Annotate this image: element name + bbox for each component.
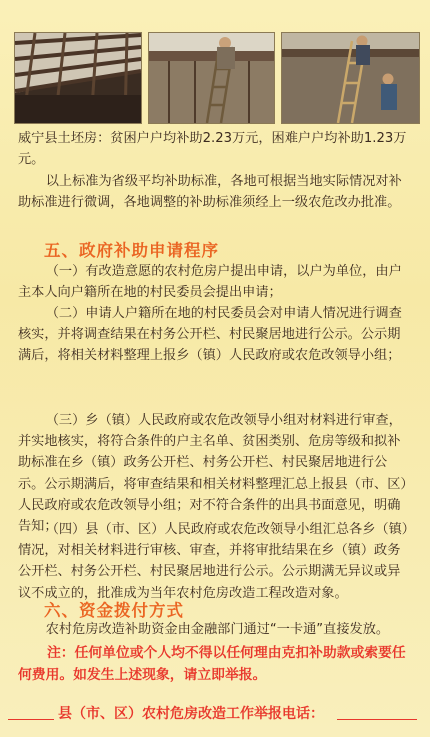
section5-step4: （四）县（市、区）人民政府或农危改领导小组汇总各乡（镇）情况，对相关材料进行审核、审查，并将审批结果在乡（镇）政务公开栏、村务公开栏、村民聚居地进行公示。公示期满无异议或异议不成立的，批准成为当年农村危房改造工程改造对象。 (18, 522, 409, 601)
section5-step3: （三）乡（镇）人民政府或农危改领导小组对材料进行审查，并实地核实，将符合条件的户主名单、贫困类别、危房等级和拟补助标准在乡（镇）政务公开栏、村务公开栏、村民聚居地进行公示。公示期满后，将审查结果和相关材料整理汇总上报县（市、区）人民政府或农危改领导小组；对不符合条件的出具书面意见，明确告知； (18, 413, 408, 535)
subsidy-standard-text: 以上标准为省级平均补助标准，各地可根据当地实际情况对补助标准进行微调，各地调整的补助标准须经上一级农危改办批准。 (18, 174, 402, 211)
worker-on-ladder-photo (148, 32, 275, 124)
notice-text: 注：任何单位或个人均不得以任何理由克扣补助款或索要任何费用。如发生上述现象，请立即举报。 (18, 645, 406, 683)
report-hotline (0, 703, 430, 725)
section5-step2: （二）申请人户籍所在地的村民委员会对申请人情况进行调查核实，并将调查结果在村务公开栏、村民聚居地进行公示。公示期满后，将相关材料整理上报乡（镇）人民政府或农危改领导小组； (18, 306, 402, 364)
photo-strip (14, 32, 418, 122)
report-hotline-label: 县（市、区）农村危房改造工作举报电话： (58, 706, 324, 722)
subsidy-amount-text: 威宁县土坯房：贫困户户均补助2.23万元，困难户户均补助1.23万元。 (18, 131, 407, 168)
county-blank-line (8, 719, 54, 720)
workers-repairing-wall-photo (281, 32, 420, 124)
section5-heading: 五、政府补助申请程序 (44, 241, 219, 260)
roof-interior-photo (14, 32, 142, 124)
section5-step1: （一）有改造意愿的农村危房户提出申请，以户为单位，由户主本人向户籍所在地的村民委员会提出申请； (18, 264, 402, 301)
section6-heading: 六、资金拨付方式 (44, 601, 184, 620)
section6-funding-text: 农村危房改造补助资金由金融部门通过“一卡通”直接发放。 (45, 622, 390, 637)
phone-blank-line (337, 719, 417, 720)
